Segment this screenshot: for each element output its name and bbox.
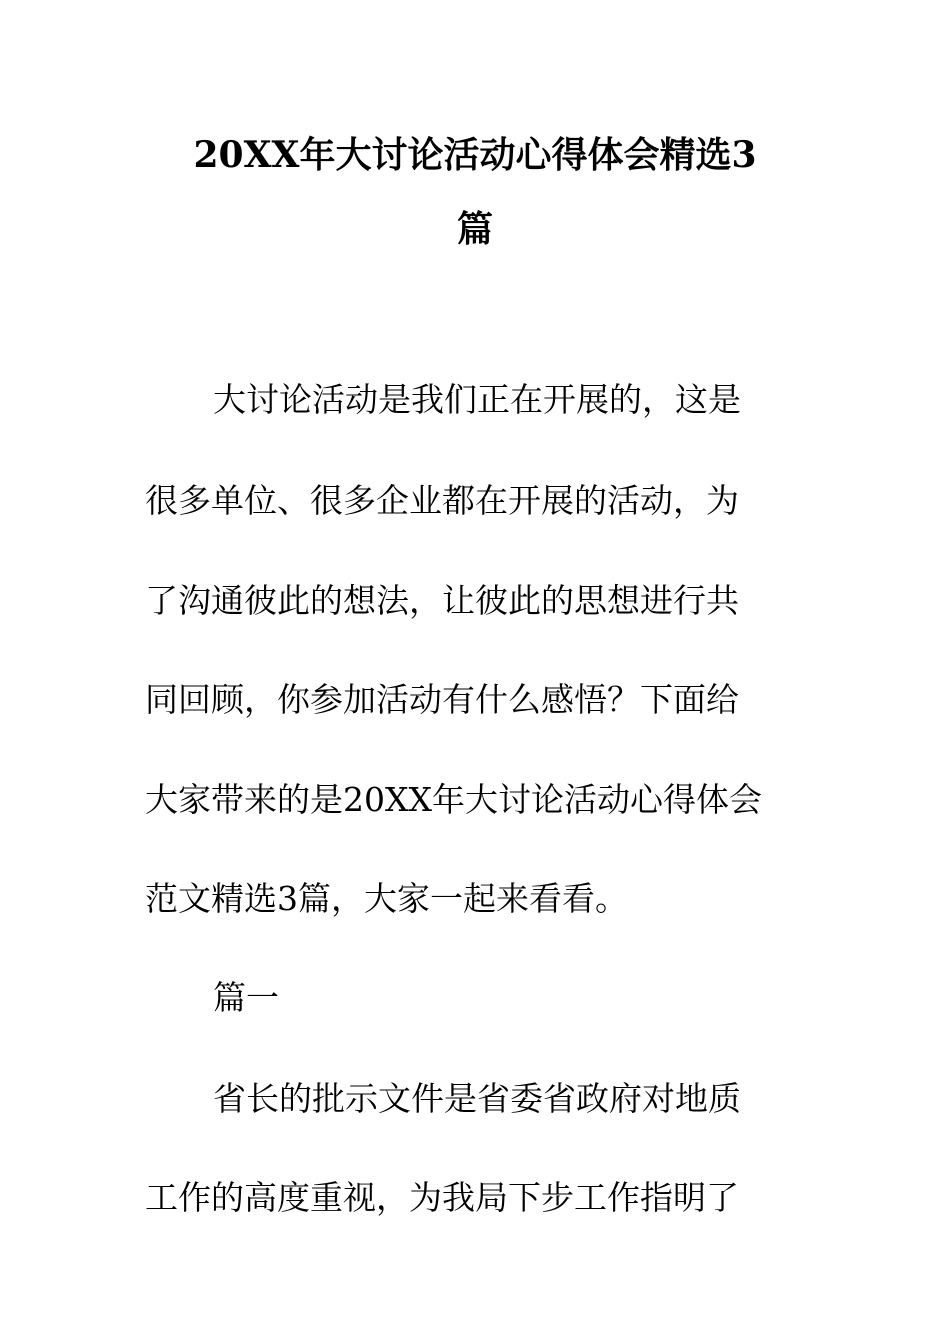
intro-paragraph-line: 范文精选3篇，大家一起来看看。 (145, 879, 628, 918)
document-title-line-1: 20XX年大讨论活动心得体会精选3 (193, 134, 757, 176)
intro-paragraph-line: 同回顾，你参加活动有什么感悟？下面给 (145, 680, 739, 719)
intro-paragraph-line: 大讨论活动是我们正在开展的，这是 (213, 380, 741, 419)
body-paragraph-line: 工作的高度重视，为我局下步工作指明了 (145, 1178, 739, 1217)
document-title-line-2: 篇 (456, 208, 493, 250)
body-paragraph-line: 省长的批示文件是省委省政府对地质 (213, 1079, 741, 1118)
intro-paragraph-line: 大家带来的是20XX年大讨论活动心得体会 (145, 780, 762, 819)
section-heading: 篇一 (213, 978, 279, 1017)
intro-paragraph-line: 了沟通彼此的想法，让彼此的思想进行共 (145, 581, 739, 620)
intro-paragraph-line: 很多单位、很多企业都在开展的活动，为 (145, 481, 739, 520)
